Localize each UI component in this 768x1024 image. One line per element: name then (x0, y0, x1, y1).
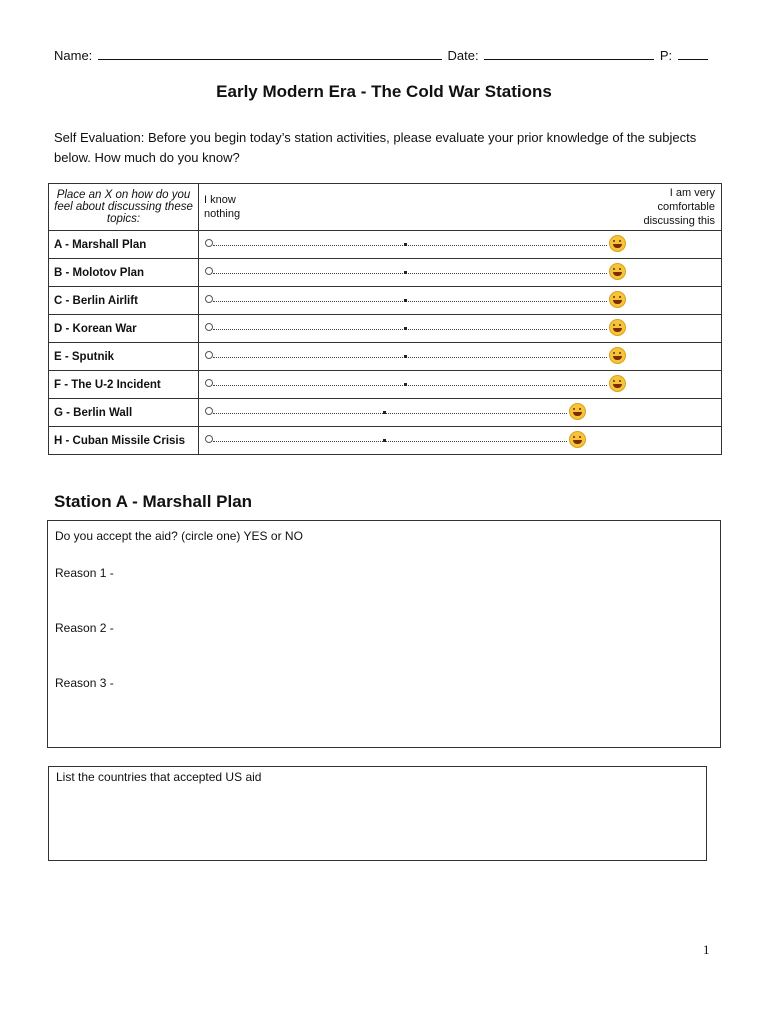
grinning-face-icon (609, 347, 626, 364)
instruction-cell: Place an X on how do you feel about discussing these topics: (49, 184, 199, 231)
rating-scale[interactable] (199, 259, 722, 287)
rating-scale[interactable] (199, 427, 722, 455)
dotted-scale-line[interactable] (213, 329, 607, 330)
aid-question: Do you accept the aid? (circle one) YES or NO (55, 529, 303, 543)
dotted-scale-line[interactable] (213, 441, 567, 442)
scale-midpoint (404, 355, 407, 358)
dotted-scale-line[interactable] (213, 301, 607, 302)
scale-header-cell (199, 184, 722, 231)
intro-text: Self Evaluation: Before you begin today’s station activities, please evaluate your prior knowledge of the subjects below. How much do you know? (54, 130, 697, 165)
grinning-face-icon (609, 375, 626, 392)
grinning-face-icon (569, 403, 586, 420)
topic-label: E - Sputnik (49, 343, 199, 371)
table-header-row (49, 184, 722, 231)
dotted-scale-line[interactable] (213, 245, 607, 246)
page-title: Early Modern Era - The Cold War Stations (216, 82, 552, 101)
scale-midpoint (404, 243, 407, 246)
dotted-scale-line[interactable] (213, 413, 567, 414)
reason-3-label: Reason 3 - (55, 676, 114, 690)
station-title: Station A - Marshall Plan (54, 492, 253, 511)
rating-scale[interactable] (199, 371, 722, 399)
rating-scale[interactable] (199, 315, 722, 343)
neutral-face-icon (205, 407, 213, 415)
scale-midpoint (404, 271, 407, 274)
aid-response-box[interactable] (47, 520, 721, 748)
self-evaluation-table (48, 183, 722, 455)
topic-label: H - Cuban Missile Crisis (49, 427, 199, 455)
header-fields (54, 48, 710, 63)
countries-list-prompt: List the countries that accepted US aid (56, 770, 262, 784)
scale-midpoint (383, 439, 386, 442)
rating-scale[interactable] (199, 399, 722, 427)
table-row (49, 315, 722, 343)
grinning-face-icon (609, 319, 626, 336)
table-row (49, 371, 722, 399)
scale-midpoint (404, 383, 407, 386)
name-blank[interactable] (98, 58, 442, 60)
grinning-face-icon (569, 431, 586, 448)
rating-scale[interactable] (199, 231, 722, 259)
page-number: 1 (703, 942, 710, 957)
period-label: P: (659, 48, 673, 63)
reason-2-label: Reason 2 - (55, 621, 114, 635)
table-row (49, 231, 722, 259)
grinning-face-icon (609, 291, 626, 308)
dotted-scale-line[interactable] (213, 385, 607, 386)
neutral-face-icon (205, 267, 213, 275)
scale-midpoint (404, 327, 407, 330)
topic-label: B - Molotov Plan (49, 259, 199, 287)
grinning-face-icon (609, 235, 626, 252)
rating-scale[interactable] (199, 287, 722, 315)
topic-label: A - Marshall Plan (49, 231, 199, 259)
topic-label: G - Berlin Wall (49, 399, 199, 427)
scale-midpoint (404, 299, 407, 302)
neutral-face-icon (205, 351, 213, 359)
scale-low-label: I know nothing (204, 194, 241, 220)
period-blank[interactable] (678, 58, 708, 60)
grinning-face-icon (609, 263, 626, 280)
reason-1-label: Reason 1 - (55, 566, 114, 580)
table-row (49, 259, 722, 287)
date-blank[interactable] (484, 58, 654, 60)
topic-label: D - Korean War (49, 315, 199, 343)
neutral-face-icon (205, 295, 213, 303)
countries-list-box[interactable] (48, 766, 707, 861)
topic-label: C - Berlin Airlift (49, 287, 199, 315)
name-label: Name: (54, 48, 93, 63)
neutral-face-icon (205, 435, 213, 443)
rating-scale[interactable] (199, 343, 722, 371)
neutral-face-icon (205, 239, 213, 247)
table-row (49, 427, 722, 455)
table-row (49, 343, 722, 371)
scale-midpoint (383, 411, 386, 414)
neutral-face-icon (205, 323, 213, 331)
table-row (49, 399, 722, 427)
scale-high-label: I am very comfortable discussing this (643, 187, 715, 227)
neutral-face-icon (205, 379, 213, 387)
table-row (49, 287, 722, 315)
dotted-scale-line[interactable] (213, 357, 607, 358)
topic-label: F - The U-2 Incident (49, 371, 199, 399)
date-label: Date: (447, 48, 479, 63)
dotted-scale-line[interactable] (213, 273, 607, 274)
